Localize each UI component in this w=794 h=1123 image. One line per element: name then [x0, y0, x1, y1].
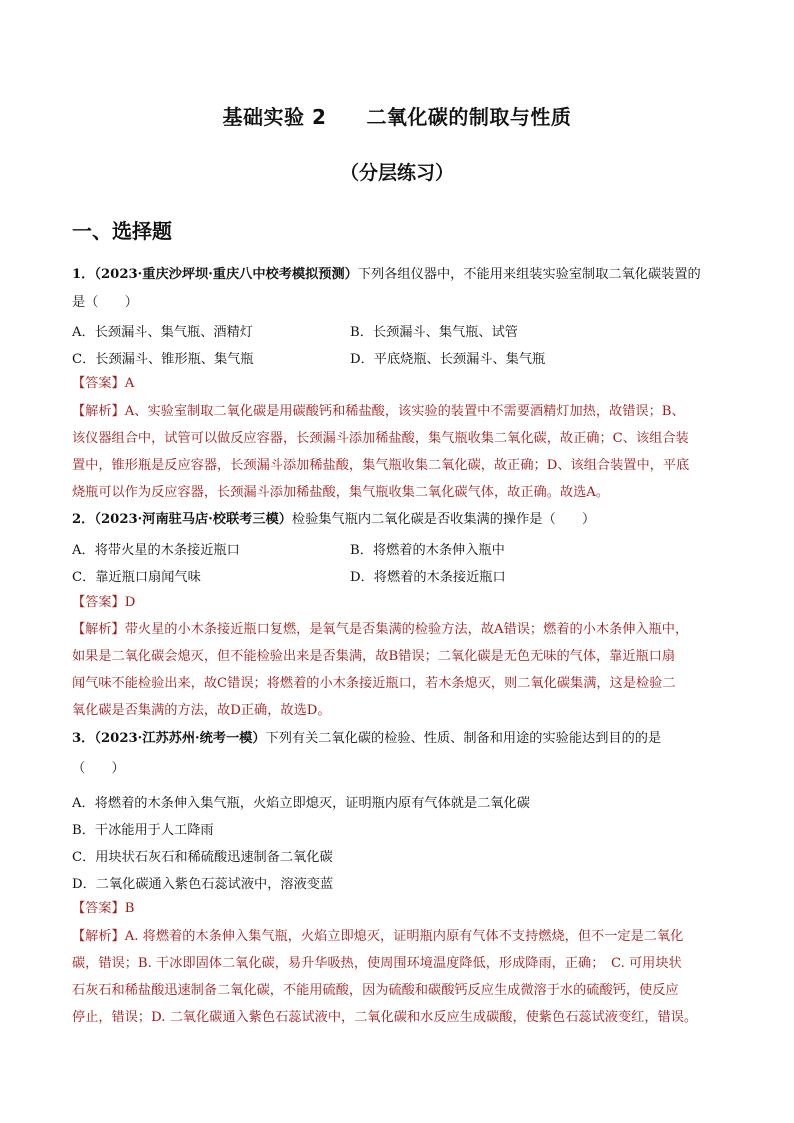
q2-analysis-4: 氧化碳是否集满的方法，故D正确，故选D。 [72, 703, 331, 718]
q1-analysis-1: 【解析】A、实验室制取二氧化碳是用碳酸钙和稀盐酸，该实验的装置中不需要酒精灯加热，故错误；B、 [72, 404, 685, 419]
q3-analysis-2: 碳，错误；B. 干冰即固体二氧化碳，易升华吸热，使周围环境温度降低，形成降雨，正确； C. 可用块状 [72, 956, 682, 971]
page-subtitle: （分层练习） [339, 162, 454, 184]
q3-analysis-1: 【解析】A. 将燃着的木条伸入集气瓶，火焰立即熄灭，证明瓶内原有气体不支持燃烧，但不一定是二氧化 [72, 929, 684, 944]
q3-option-b: B．干冰能用于人工降雨 [72, 823, 214, 838]
q2-analysis-1: 【解析】带火星的小木条接近瓶口复燃，是氧气是否集满的检验方法，故A错误；燃着的小木条伸入瓶中， [72, 622, 689, 637]
title-right: 二氧化碳的制取与性质 [366, 105, 572, 129]
q3-stem-line1: 3．（2023·江苏苏州·统考一模）下列有关二氧化碳的检验、性质、制备和用途的实验能达到目的的是 [72, 731, 662, 746]
page-title [0, 101, 794, 130]
q3-analysis-4: 停止，错误；D. 二氧化碳通入紫色石蕊试液中，二氧化碳和水反应生成碳酸，使紫色石蕊试液变红，错误。 [72, 1010, 698, 1025]
q1-analysis-2: 该仪器组合中，试管可以做反应容器，长颈漏斗添加稀盐酸，集气瓶收集二氧化碳，故正确；C、该组合装 [72, 431, 689, 446]
q3-stem-line2: （ ） [72, 761, 125, 776]
q1-option-c: C．长颈漏斗、锥形瓶、集气瓶 [72, 352, 254, 367]
section-heading: 一、选择题 [72, 219, 172, 243]
q1-option-a: A．长颈漏斗、集气瓶、酒精灯 [72, 325, 253, 340]
q2-option-b: B．将燃着的木条伸入瓶中 [350, 543, 505, 558]
q1-stem-line2: 是（ ） [72, 295, 138, 310]
q3-option-c: C．用块状石灰石和稀硫酸迅速制备二氧化碳 [72, 850, 333, 865]
q1-answer: 【答案】A [72, 376, 135, 391]
q2-option-d: D．将燃着的木条接近瓶口 [350, 570, 506, 585]
q3-answer: 【答案】B [72, 901, 135, 916]
q1-analysis-3: 置中，锥形瓶是反应容器，长颈漏斗添加稀盐酸，集气瓶收集二氧化碳，故正确；D、该组合装置中，平底 [72, 458, 690, 473]
q3-option-d: D．二氧化碳通入紫色石蕊试液中，溶液变蓝 [72, 877, 334, 892]
q1-option-b: B．长颈漏斗、集气瓶、试管 [350, 325, 518, 340]
q3-analysis-3: 石灰石和稀盐酸迅速制备二氧化碳，不能用硫酸，因为硫酸和碳酸钙反应生成微溶于水的硫酸钙，使反应 [72, 983, 679, 998]
q1-option-d: D．平底烧瓶、长颈漏斗、集气瓶 [350, 352, 546, 367]
q2-option-a: A．将带火星的木条接近瓶口 [72, 543, 240, 558]
q2-stem-line1: 2．（2023·河南驻马店·校联考三模）检验集气瓶内二氧化碳是否收集满的操作是（ ） [72, 512, 596, 527]
q1-stem-line1: 1．（2023·重庆沙坪坝·重庆八中校考模拟预测）下列各组仪器中，不能用来组装实验室制取二氧化碳装置的 [72, 267, 701, 282]
q2-option-c: C．靠近瓶口扇闻气味 [72, 570, 201, 585]
q1-analysis-4: 烧瓶可以作为反应容器，长颈漏斗添加稀盐酸，集气瓶收集二氧化碳气体，故正确。故选A。 [72, 485, 610, 500]
q2-analysis-2: 如果是二氧化碳会熄灭，但不能检验出来是否集满，故B错误；二氧化碳是无色无味的气体，靠近瓶口扇 [72, 649, 676, 664]
title-left: 基础实验 2 [222, 105, 327, 129]
q2-answer: 【答案】D [72, 595, 136, 610]
q3-option-a: A．将燃着的木条伸入集气瓶，火焰立即熄灭，证明瓶内原有气体就是二氧化碳 [72, 796, 530, 811]
q2-analysis-3: 闻气味不能检验出来，故C错误；将燃着的小木条接近瓶口，若木条熄灭，则二氧化碳集满，这是检验二 [72, 676, 676, 691]
